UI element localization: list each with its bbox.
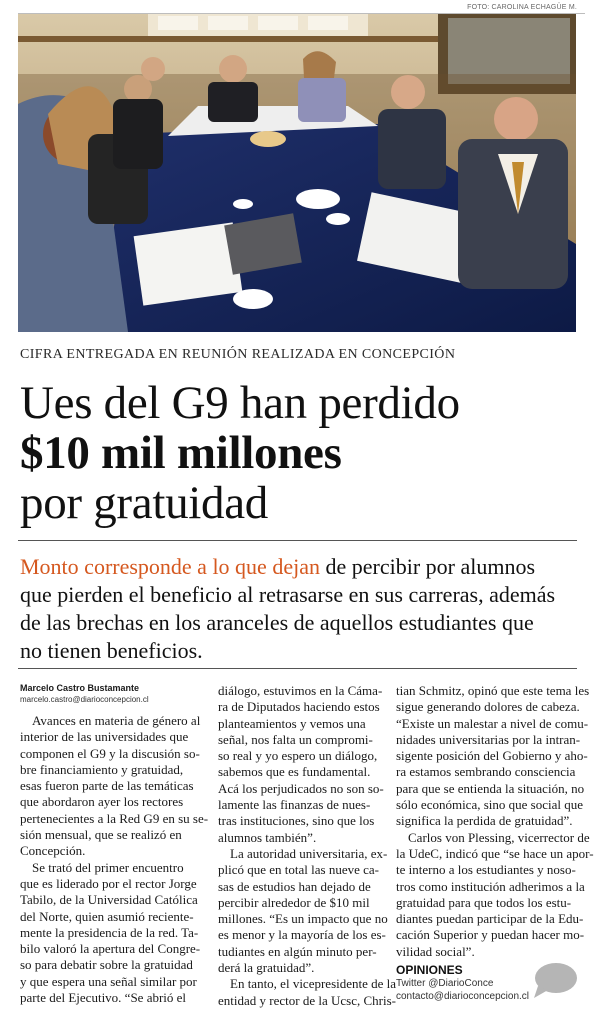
- column-line: nidades universitarias por la intran-: [396, 731, 581, 747]
- column-line: la UdeC, indicó que “se hace un apor-: [396, 845, 594, 861]
- opinions-box: [396, 963, 529, 1003]
- column-line: significa la perdida de gratuidad”.: [396, 813, 573, 829]
- column-line: so para debatir sobre la gratuidad: [20, 957, 193, 973]
- column-line: sigue generando dolores de cabeza.: [396, 699, 580, 715]
- column-line: Carlos von Plessing, vicerrector de: [408, 829, 590, 845]
- column-line: lamente las finanzas de nues-: [218, 797, 371, 813]
- column-line: vilidad social”.: [396, 943, 475, 959]
- opinions-twitter[interactable]: Twitter @DiarioConce: [396, 978, 494, 989]
- column-line: sas de estudios han dejado de: [218, 878, 371, 894]
- lede-line-1: de percibir por alumnos: [319, 554, 536, 579]
- headline-divider: [18, 540, 577, 541]
- column-line: millones. “Es un impacto que no: [218, 911, 388, 927]
- column-line: es menor y la mayoría de los es-: [218, 927, 386, 943]
- article-column-3: [396, 683, 594, 960]
- column-line: que es liderado por el rector Jorge: [20, 875, 197, 891]
- byline-name: Marcelo Castro Bustamante: [20, 683, 140, 693]
- meeting-photo: [18, 14, 576, 332]
- column-line: En tanto, el vicepresidente de la: [230, 976, 397, 992]
- byline-email: marcelo.castro@diarioconcepcion.cl: [20, 695, 149, 704]
- column-line: componen el G9 y la discusión so-: [20, 745, 200, 761]
- column-line: ra estamos sembrando consciencia: [396, 764, 576, 780]
- column-line: bre financiamiento y gratuidad,: [20, 761, 184, 777]
- column-line: percibir alrededor de $10 mil: [218, 894, 370, 910]
- column-line: diálogo, estuvimos en la Cáma-: [218, 683, 383, 698]
- column-line: sigente posición del Gobierno y aho-: [396, 748, 588, 764]
- column-line: te interno a los estudiantes y noso-: [396, 862, 576, 878]
- column-line: pertenecientes a la Red G9 en su se-: [20, 810, 209, 826]
- lede-line-3: de las brechas en los aranceles de aquellos estudiantes que: [20, 610, 534, 635]
- column-line: que abordaron ayer los rectores: [20, 794, 184, 810]
- column-line: para que se entienda la situación, no: [396, 780, 585, 796]
- column-line: del Norte, quien asumió reciente-: [20, 908, 194, 924]
- column-line: y que espera una señal similar por: [20, 973, 197, 989]
- lede-accent: Monto corresponde a lo que dejan: [20, 554, 320, 579]
- column-line: “Existe un malestar a nivel de comu-: [396, 715, 589, 731]
- article-column-1: [20, 683, 209, 1006]
- column-line: planteamientos y vemos una: [218, 715, 366, 731]
- column-line: tudiantes en algún minuto per-: [218, 943, 377, 959]
- column-line: ra de Diputados haciendo estos: [218, 699, 380, 715]
- column-line: parte del Ejecutivo. “Se abrió el: [20, 990, 187, 1006]
- column-line: tras instituciones, sino que los: [218, 813, 375, 829]
- opinions-title: OPINIONES: [396, 963, 463, 977]
- column-line: Avances en materia de género al: [32, 713, 201, 728]
- column-line: tros como institución adherimos a la: [396, 878, 585, 894]
- column-line: cación Superior y puedan hacer mo-: [396, 927, 585, 943]
- column-line: gratuidad para que todos los estu-: [396, 894, 572, 910]
- column-line: Concepción.: [20, 843, 86, 859]
- column-line: tian Schmitz, opinó que este tema les: [396, 683, 590, 698]
- headline-line-3: por gratuidad: [20, 477, 268, 529]
- lede-divider: [18, 668, 577, 669]
- column-line: sólo económica, sino que social que: [396, 797, 584, 813]
- column-line: entidad y rector de la Ucsc, Chris-: [218, 992, 396, 1008]
- column-line: bilo valoró la apertura del Congre-: [20, 941, 201, 957]
- column-line: mente la presidencia de la red. Ta-: [20, 924, 199, 940]
- headline-line-2: $10 mil millones: [20, 427, 342, 479]
- column-line: plicó que en total las nueve ca-: [218, 862, 379, 878]
- article-kicker: CIFRA ENTREGADA EN REUNIÓN REALIZADA EN CONCEPCIÓN: [20, 347, 456, 362]
- photo-credit: FOTO: CAROLINA ECHAGÜE M.: [467, 4, 577, 11]
- column-line: La autoridad universitaria, ex-: [230, 845, 388, 861]
- column-line: señal, nos falta un compromi-: [218, 731, 373, 747]
- speech-bubble-icon: [532, 962, 578, 1005]
- article-headline: [20, 378, 580, 528]
- column-line: Acá los perjudicados no son so-: [218, 780, 384, 796]
- column-line: so real y yo espero un diálogo,: [218, 748, 378, 764]
- lede-line-2: que pierden el beneficio al retrasarse en sus carreras, además: [20, 582, 556, 607]
- column-line: alumnos también”.: [218, 829, 317, 845]
- article-lede: [20, 553, 580, 665]
- lede-line-4: no tienen beneficios.: [20, 638, 203, 663]
- headline-line-1: Ues del G9 han perdido: [20, 377, 460, 429]
- column-line: esas fueron parte de las temáticas: [20, 778, 194, 794]
- column-line: Se trató del primer encuentro: [32, 859, 184, 875]
- opinions-email[interactable]: contacto@diarioconcepcion.cl: [396, 991, 530, 1002]
- column-line: diantes puedan participar de la Edu-: [396, 911, 584, 927]
- article-column-2: [218, 683, 397, 1009]
- column-line: sabemos que es fundamental.: [218, 764, 371, 780]
- column-line: Tabilo, de la Universidad Católica: [20, 892, 198, 908]
- column-line: derá la gratuidad”.: [218, 960, 315, 976]
- column-line: sión mensual, que se realizó en: [20, 827, 182, 843]
- column-line: interior de las universidades que: [20, 729, 189, 745]
